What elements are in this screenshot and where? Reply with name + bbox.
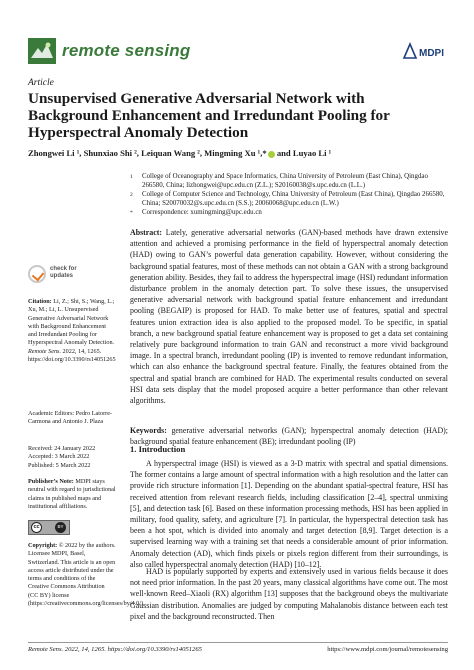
check-updates-icon: [28, 265, 46, 283]
abstract-label: Abstract:: [130, 228, 162, 237]
academic-editors: Academic Editors: Pedro Latorre-Carmona and Antonio J. Plaza: [28, 410, 113, 426]
abstract: [130, 227, 448, 406]
mdpi-logo-text: MDPI: [419, 48, 444, 59]
keywords-label: Keywords:: [130, 426, 167, 435]
dates-block: [28, 445, 116, 470]
journal-logo-icon: [28, 38, 56, 64]
by-icon: BY: [55, 522, 66, 533]
affiliation-1: [130, 173, 450, 190]
check-updates-line1: check for: [50, 266, 77, 272]
citation-journal: Remote Sens.: [28, 347, 61, 355]
authors-last: and Luyao Li ¹: [274, 148, 332, 158]
intro-paragraph-2: HAD is popularly supported by experts and extensively used in various fields because it does not need prior information. In the past 20 years, many classical algorithms have come out. The most well-known Reed–Xiaoli (RX) algorithm [13] supposes that the background obeys the multivariate Gaussian distribution. Anomalies are judged by computing Mahalanobis distance between each test pixel and the background reconstructed. Then: [130, 567, 448, 621]
publisher-note-text: MDPI stays neutral with regard to jurisdictional claims in published maps and institutional affiliations.: [28, 478, 116, 510]
received-date: Received: 24 January 2022: [28, 445, 96, 452]
article-type-label: Article: [28, 78, 54, 88]
footer-journal-url[interactable]: https://www.mdpi.com/journal/remotesensing: [327, 646, 448, 653]
publisher-note-label: Publisher’s Note:: [28, 478, 74, 485]
citation-text: Li, Z.; Shi, S.; Wang, L.; Xu, M.; Li, L. Unsupervised Generative Adversarial Network with Background Enhancement and Irredundant Pooling for Hyperspectral Anomaly Detection.: [28, 298, 115, 347]
publisher-note: [28, 478, 116, 511]
footer-citation[interactable]: Remote Sens. 2022, 14, 1265. https://doi.org/10.3390/rs14051265: [28, 646, 202, 653]
article-title: Unsupervised Generative Adversarial Network with Background Enhancement and Irredundant Pooling for Hyperspectral Anomaly Detection: [28, 90, 390, 141]
copyright-text: © 2022 by the authors. Licensee MDPI, Basel, Switzerland. This article is an open access article distributed under the terms and conditions of the Creative Commons Attribution (CC BY) license (https://creativecommons.org/licenses/by/4.0/).: [28, 542, 145, 608]
check-updates-line2: updates: [50, 273, 74, 279]
copyright-label: Copyright:: [28, 542, 58, 549]
abstract-text: Lately, generative adversarial networks (GAN)-based methods have drawn extensive attention and achieved a promising performance in the field of hyperspectral anomaly detection (HAD) owing to GAN’s powerful data generation capability. However, without considering the background spatial features, most of these methods can not obtain a GAN with a strong background generation ability. Besides, they fail to address the hyperspectral image (HSI) redundant information disturbance problem in the anomaly detection part. To solve these issues, the unsupervised generative adversarial network with background spatial feature enhancement and irredundant pooling (BEGAIP) is proposed for HAD. To make better use of features, spatial and spectral features union extraction idea is also applied to the proposed model. To be specific, in spatial branch, a new background spatial feature enhancement way is proposed to get a data set containing relatively pure background information to train GAN and reconstruct a more vivid background image. In a spectral branch, irredundant pooling (IP) is invented to remove redundant information, which can also enhance the background spectral feature. Finally, the features obtained from the spectral and spatial branch are combined for HAD. The experimental results conducted on several HSI data sets display that the model proposed acquire a better performance than other relevant algorithms.: [130, 228, 448, 406]
check-updates-text: [50, 266, 77, 280]
affiliation-2: [130, 191, 450, 208]
affiliation-text: Correspondence: xumingming@upc.edu.cn: [142, 209, 262, 216]
affiliation-number: 1: [130, 174, 133, 180]
intro-paragraph-1: A hyperspectral image (HSI) is viewed as a 3-D matrix with spectral and spatial dimensions. The former contains a large amount of spectral information with a high resolution and the latter can provide rich structure information [1]. Depending on the abundant spatial-spectral feature, HSI has received attention from relevant research fields, including classification [2–4], spectral unmixing [5], and detection task [6]. Based on these information processing methods, HSI has been applied in military, food quality, safety, and agriculture [7]. In particular, the hyperspectral detection task has been a hot spot, which is divided into anomaly and target detection [8,9]. Target detection is a supervised learning way with a training set that needs a considerable amount of prior information. Anomaly detection (AD), which finds pixels or pixels region different from their surroundings, is also called hyperspectral anomaly detection (HAD) [10–12].: [130, 459, 448, 569]
journal-name: remote sensing: [62, 41, 191, 60]
affiliation-number: *: [130, 210, 133, 216]
citation-block: [28, 298, 116, 364]
correspondence: [130, 209, 450, 218]
citation-year-vol: 2022, 14, 1265.: [62, 347, 102, 355]
citation-doi-link[interactable]: https://doi.org/10.3390/rs14051265: [28, 356, 116, 364]
author-list: [28, 148, 448, 158]
published-date: Published: 5 March 2022: [28, 461, 91, 469]
keywords-text: generative adversarial networks (GAN); hyperspectral anomaly detection (HAD); background spatial feature enhancement (BE); irredundant pooling (IP): [130, 426, 448, 447]
affiliation-text: College of Oceanography and Space Informatics, China University of Petroleum (East China), Qingdao 266580, China; lizhongwei@upc.edu.cn (Z.L.); S20160038@s.upc.edu.cn (L.L.): [142, 173, 428, 189]
affiliation-text: College of Computer Science and Technology, China University of Petroleum (East China), Qingdao 266580, China; S20070032@s.upc.edu.cn (S.S.); 20060068@upc.edu.cn (L.W.): [142, 191, 445, 207]
affiliation-number: 2: [130, 192, 133, 198]
journal-header: [28, 38, 448, 68]
footer-divider: [28, 642, 448, 643]
cc-icon: cc: [31, 522, 42, 533]
orcid-icon[interactable]: [268, 151, 275, 158]
cc-by-license-badge[interactable]: [28, 520, 70, 535]
check-for-updates-badge[interactable]: [28, 264, 98, 286]
section-heading-introduction: 1. Introduction: [130, 444, 186, 454]
accepted-date: Accepted: 3 March 2022: [28, 453, 90, 461]
authors-text: Zhongwei Li ¹, Shunxiao Shi ², Leiquan Wang ², Mingming Xu ¹,*: [28, 148, 267, 158]
mdpi-logo-icon: [402, 40, 448, 62]
copyright-block: [28, 542, 145, 608]
citation-label: Citation:: [28, 298, 52, 305]
